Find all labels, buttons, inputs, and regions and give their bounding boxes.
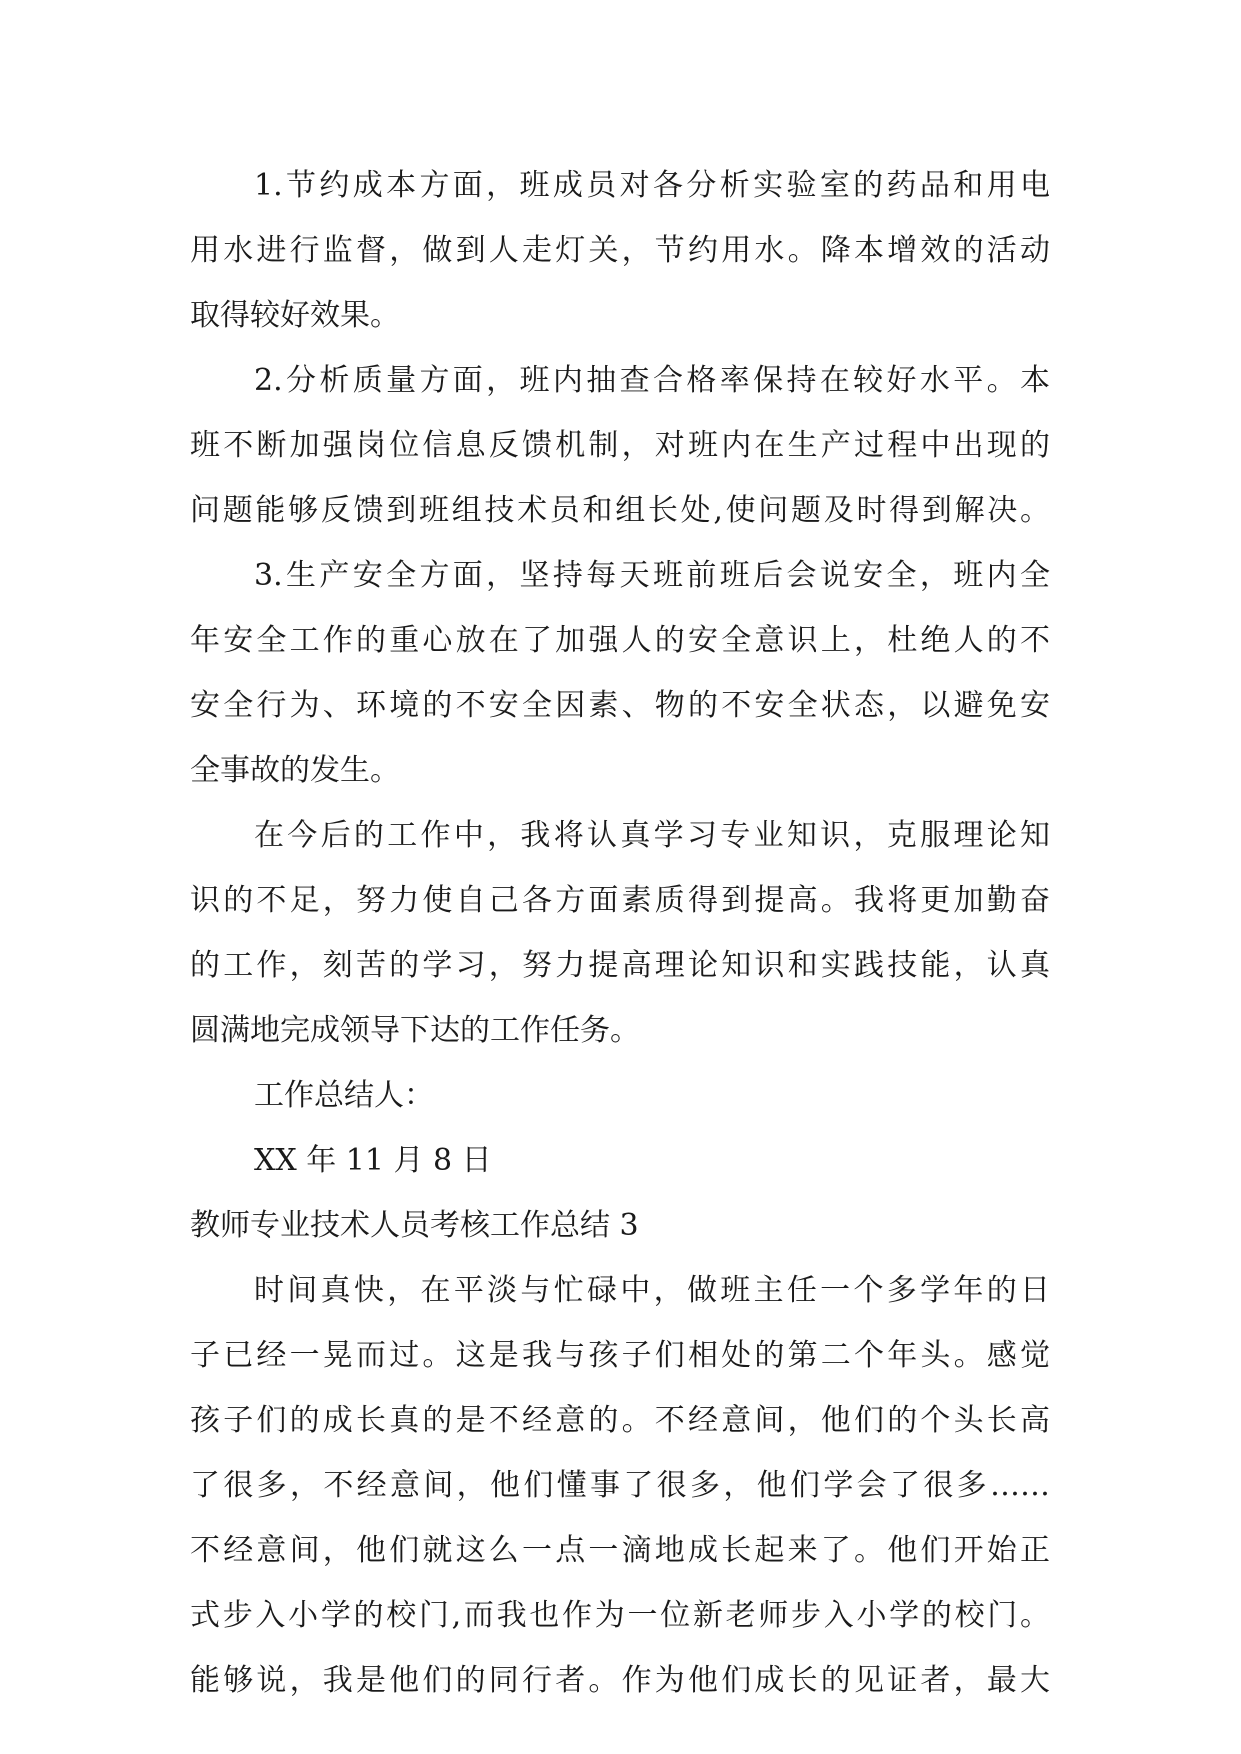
text-line: 班不断加强岗位信息反馈机制，对班内在生产过程中出现的 — [190, 428, 1050, 463]
text-line: 式步入小学的校门,而我也作为一位新老师步入小学的校门。 — [190, 1598, 1050, 1633]
text-line: 的工作，刻苦的学习，努力提高理论知识和实践技能，认真 — [190, 948, 1050, 983]
signature-block — [190, 1063, 1050, 1128]
date-block — [190, 1128, 1050, 1193]
signature-label: 工作总结人： — [254, 1078, 434, 1113]
paragraph — [190, 803, 1050, 1063]
paragraph — [190, 348, 1050, 543]
text-line: 圆满地完成领导下达的工作任务。 — [190, 1013, 640, 1048]
text-line: 在今后的工作中，我将认真学习专业知识，克服理论知 — [254, 818, 1050, 853]
text-line: 3.生产安全方面，坚持每天班前班后会说安全，班内全 — [254, 558, 1050, 593]
paragraph — [190, 543, 1050, 803]
text-line: 用水进行监督，做到人走灯关，节约用水。降本增效的活动 — [190, 233, 1050, 268]
section-heading — [190, 1193, 1050, 1258]
text-line: 全事故的发生。 — [190, 753, 400, 788]
text-line: 不经意间，他们就这么一点一滴地成长起来了。他们开始正 — [190, 1533, 1050, 1568]
section-title: 教师专业技术人员考核工作总结 3 — [190, 1208, 639, 1243]
paragraph — [190, 1258, 1050, 1713]
text-line: 问题能够反馈到班组技术员和组长处,使问题及时得到解决。 — [190, 493, 1050, 528]
paragraph — [190, 153, 1050, 348]
text-line: 1.节约成本方面，班成员对各分析实验室的药品和用电 — [254, 168, 1050, 203]
text-line: 2.分析质量方面，班内抽查合格率保持在较好水平。本 — [254, 363, 1050, 398]
text-line: 能够说，我是他们的同行者。作为他们成长的见证者，最大 — [190, 1663, 1050, 1698]
text-line: 孩子们的成长真的是不经意的。不经意间，他们的个头长高 — [190, 1403, 1050, 1438]
text-line: 了很多，不经意间，他们懂事了很多，他们学会了很多…… — [190, 1468, 1050, 1503]
text-line: 识的不足，努力使自己各方面素质得到提高。我将更加勤奋 — [190, 883, 1050, 918]
text-line: 取得较好效果。 — [190, 298, 400, 333]
text-line: 子已经一晃而过。这是我与孩子们相处的第二个年头。感觉 — [190, 1338, 1050, 1373]
date-line: XX 年 11 月 8 日 — [254, 1143, 492, 1178]
text-line: 时间真快，在平淡与忙碌中，做班主任一个多学年的日 — [254, 1273, 1050, 1308]
text-line: 年安全工作的重心放在了加强人的安全意识上，杜绝人的不 — [190, 623, 1050, 658]
document-page — [190, 153, 1050, 1713]
text-line: 安全行为、环境的不安全因素、物的不安全状态，以避免安 — [190, 688, 1050, 723]
